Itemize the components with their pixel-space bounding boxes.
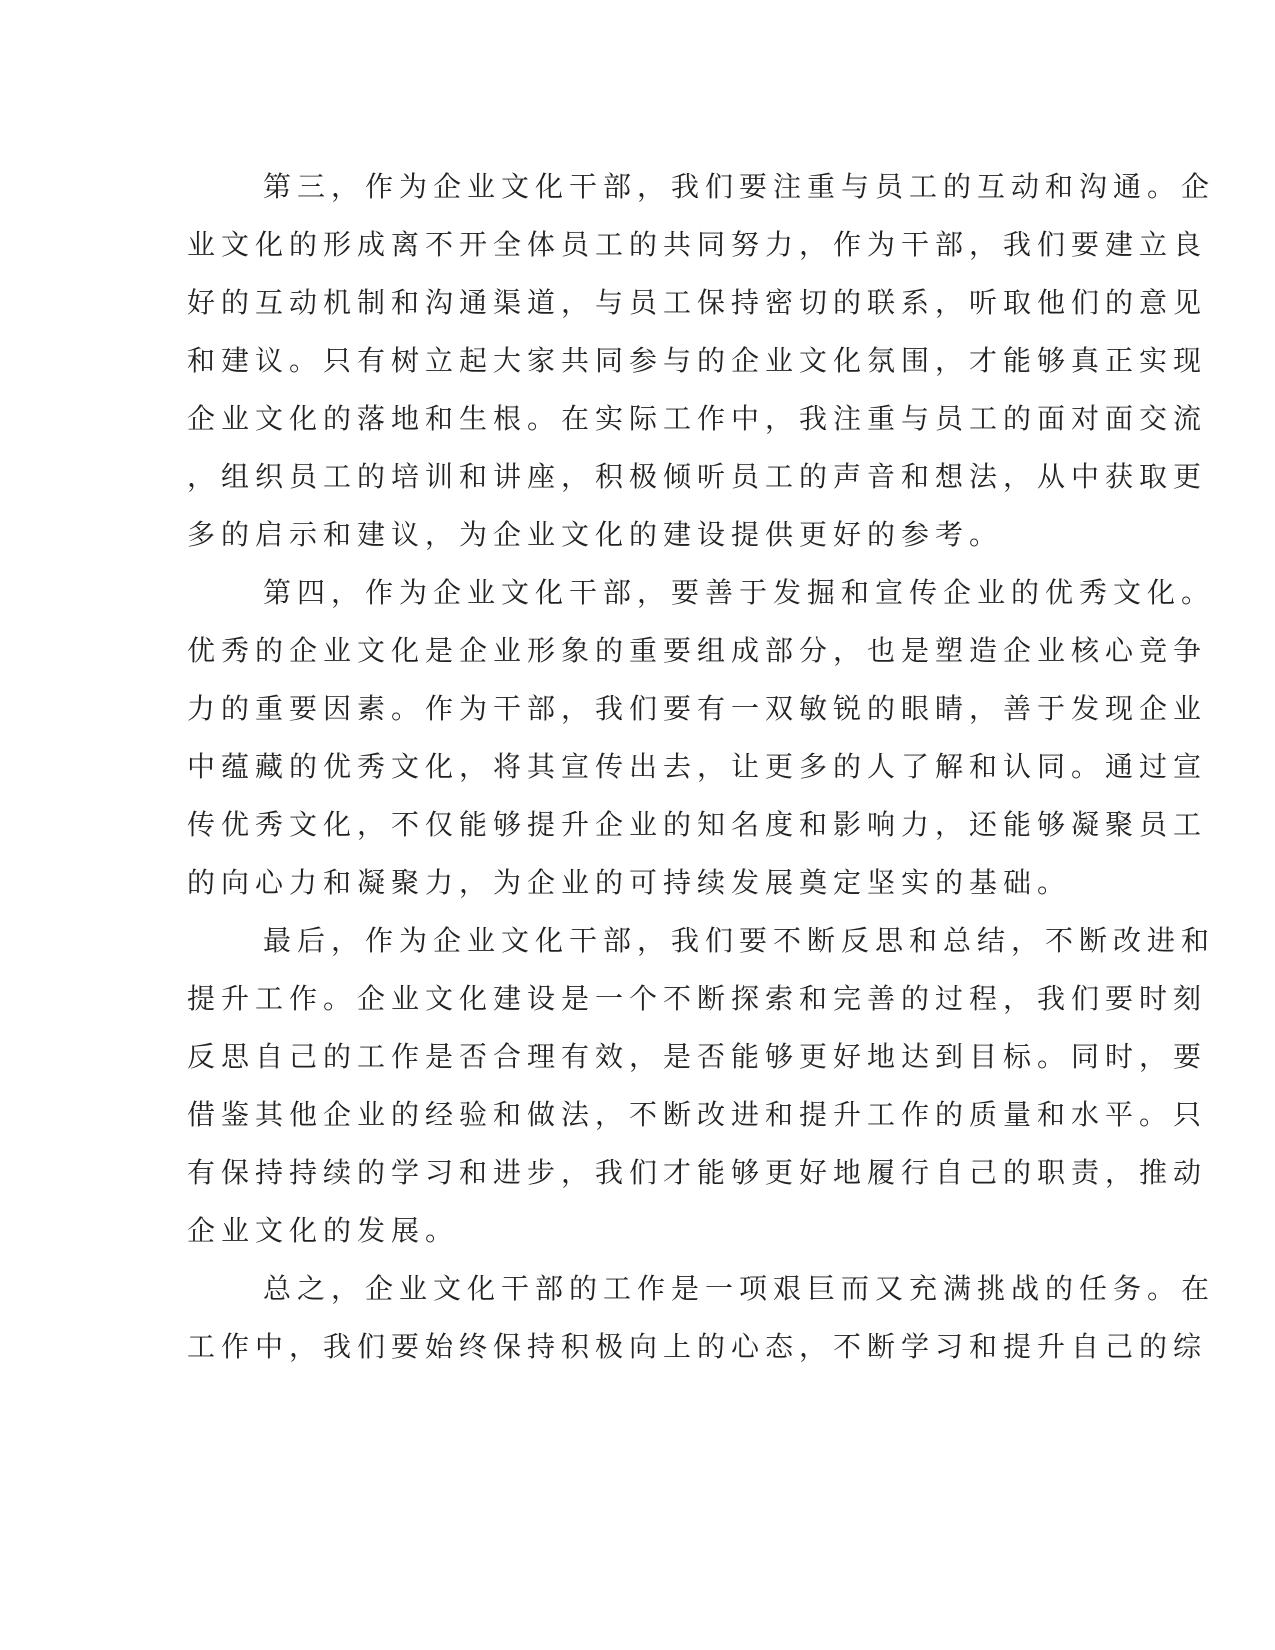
paragraph-line: 的向心力和凝聚力，为企业的可持续发展奠定坚实的基础。 — [187, 866, 1072, 899]
paragraph-fourth-point — [187, 564, 1216, 912]
paragraph-line: 提升工作。企业文化建设是一个不断探索和完善的过程，我们要时刻 — [187, 982, 1208, 1015]
paragraph-line: 好的互动机制和沟通渠道，与员工保持密切的联系，听取他们的意见 — [187, 286, 1208, 319]
paragraph-line: 企业文化的落地和生根。在实际工作中，我注重与员工的面对面交流 — [187, 402, 1208, 435]
paragraph-conclusion — [187, 1260, 1216, 1376]
paragraph-line: 优秀的企业文化是企业形象的重要组成部分，也是塑造企业核心竞争 — [187, 634, 1208, 667]
paragraph-line: ，组织员工的培训和讲座，积极倾听员工的声音和想法，从中获取更 — [187, 460, 1208, 493]
paragraph-line: 传优秀文化，不仅能够提升企业的知名度和影响力，还能够凝聚员工 — [187, 808, 1208, 841]
paragraph-third-point — [187, 158, 1216, 564]
paragraph-line: 中蕴藏的优秀文化，将其宣传出去，让更多的人了解和认同。通过宣 — [187, 750, 1208, 783]
paragraph-line: 反思自己的工作是否合理有效，是否能够更好地达到目标。同时，要 — [187, 1040, 1208, 1073]
paragraph-line: 借鉴其他企业的经验和做法，不断改进和提升工作的质量和水平。只 — [187, 1098, 1208, 1131]
paragraph-line: 企业文化的发展。 — [187, 1214, 460, 1247]
paragraph-line: 最后，作为企业文化干部，我们要不断反思和总结，不断改进和 — [263, 924, 1216, 957]
paragraph-line: 多的启示和建议，为企业文化的建设提供更好的参考。 — [187, 518, 1004, 551]
document-body — [187, 158, 1216, 1376]
paragraph-line: 和建议。只有树立起大家共同参与的企业文化氛围，才能够真正实现 — [187, 344, 1208, 377]
paragraph-line: 工作中，我们要始终保持积极向上的心态，不断学习和提升自己的综 — [187, 1330, 1208, 1363]
paragraph-line: 力的重要因素。作为干部，我们要有一双敏锐的眼睛，善于发现企业 — [187, 692, 1208, 725]
paragraph-line: 有保持持续的学习和进步，我们才能够更好地履行自己的职责，推动 — [187, 1156, 1208, 1189]
paragraph-line: 第三，作为企业文化干部，我们要注重与员工的互动和沟通。企 — [263, 170, 1216, 203]
paragraph-line: 业文化的形成离不开全体员工的共同努力，作为干部，我们要建立良 — [187, 228, 1208, 261]
paragraph-line: 总之，企业文化干部的工作是一项艰巨而又充满挑战的任务。在 — [263, 1272, 1216, 1305]
paragraph-line: 第四，作为企业文化干部，要善于发掘和宣传企业的优秀文化。 — [263, 576, 1216, 609]
paragraph-final-point — [187, 912, 1216, 1260]
